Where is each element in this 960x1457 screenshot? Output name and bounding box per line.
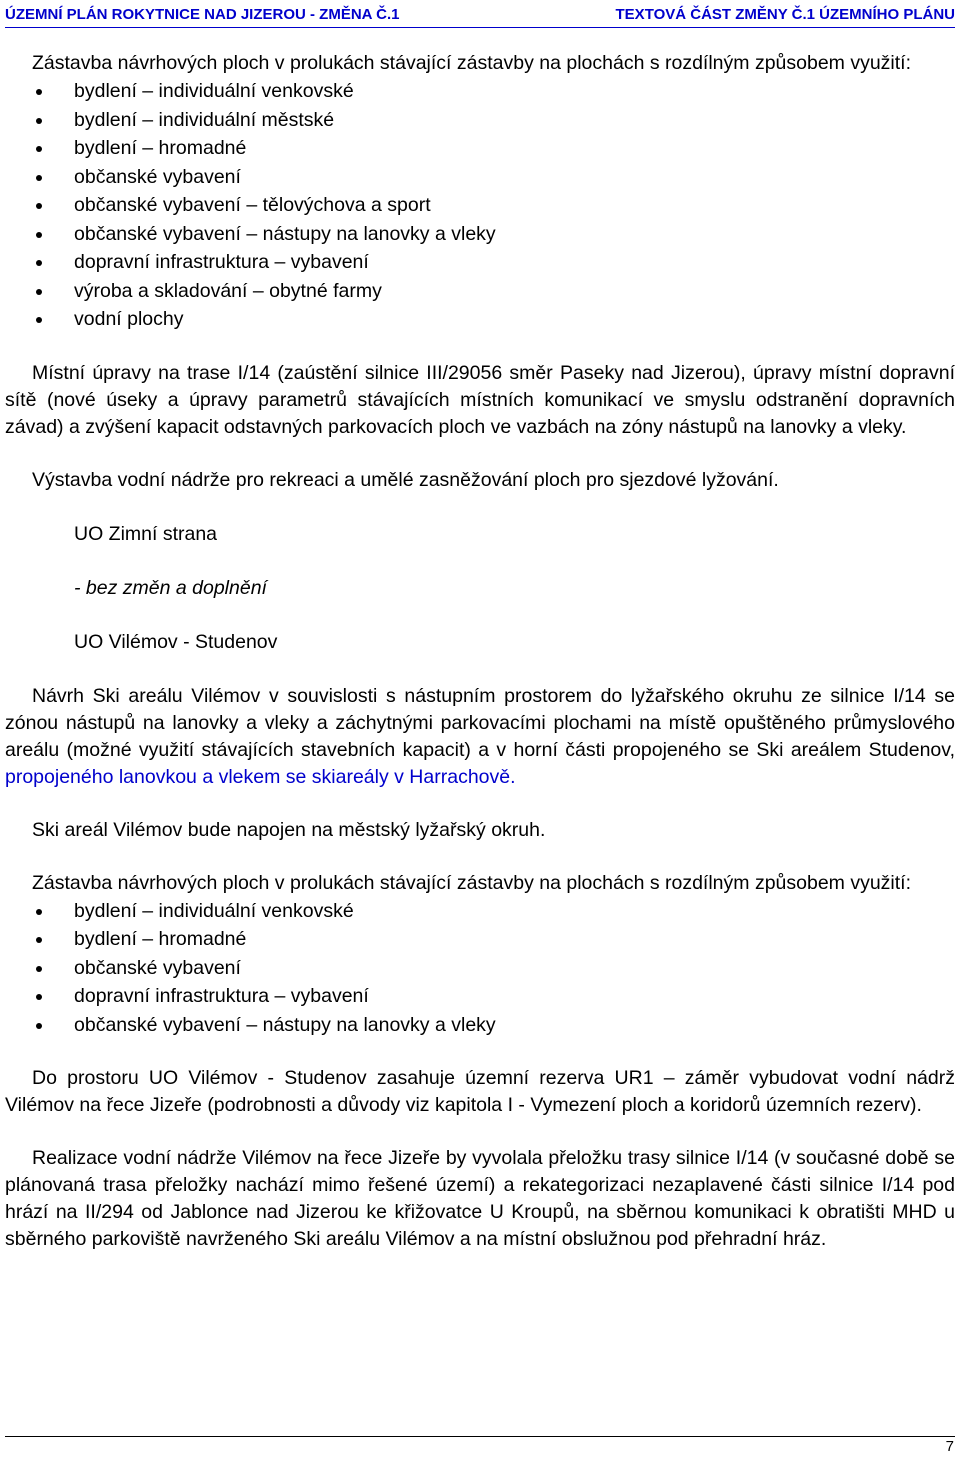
vilemov-heading: UO Vilémov - Studenov [74, 630, 278, 653]
list-item: občanské vybavení – nástupy na lanovky a vleky [5, 1011, 955, 1040]
vilemov-intro: Zástavba návrhových ploch v prolukách stávající zástavby na plochách s rozdílným způsobem využití: [32, 871, 912, 894]
list-item: dopravní infrastruktura – vybavení [5, 248, 955, 277]
section1-bullet-list [5, 77, 955, 334]
ski-network-paragraph: Ski areál Vilémov bude napojen na městský lyžařský okruh. [32, 818, 546, 841]
reserve-paragraph: Do prostoru UO Vilémov - Studenov zasahuje územní rezerva UR1 – záměr vybudovat vodní nádrž Vilémov na řece Jizeře (podrobnosti a důvody viz kapitola I - Vymezení ploch a koridorů územních rezerv). [5, 1067, 955, 1116]
list-item: dopravní infrastruktura – vybavení [5, 982, 955, 1011]
page-header [5, 6, 955, 28]
ski-area-link-text: propojeného lanovkou a vlekem se skiareály v Harrachově. [5, 765, 516, 788]
vilemov-bullet-list [5, 897, 955, 1040]
list-item: vodní plochy [5, 305, 955, 334]
footer-divider [5, 1436, 955, 1437]
list-item: bydlení – individuální venkovské [5, 77, 955, 106]
zimni-heading: UO Zimní strana [74, 522, 218, 545]
list-item: bydlení – individuální městské [5, 106, 955, 135]
page-content [5, 50, 955, 1253]
list-item: bydlení – hromadné [5, 134, 955, 163]
list-item: občanské vybavení [5, 954, 955, 983]
reservoir-paragraph: Výstavba vodní nádrže pro rekreaci a umělé zasněžování ploch pro sjezdové lyžování. [32, 468, 779, 491]
roads-paragraph: Místní úpravy na trase I/14 (zaústění silnice III/29056 směr Paseky nad Jizerou), úpravy místní dopravní sítě (nové úseky a úpravy parametrů stávajících místních komunikací ve smyslu odstranění dopravních závad) a zvýšení kapacit odstavných parkovacích ploch ve vazbách na zóny nástupů na lanovky a vleky. [5, 361, 955, 438]
list-item: občanské vybavení – nástupy na lanovky a vleky [5, 220, 955, 249]
header-document-title: ÚZEMNÍ PLÁN ROKYTNICE NAD JIZEROU - ZMĚNA Č.1 [5, 6, 400, 23]
page-number: 7 [945, 1438, 954, 1455]
list-item: výroba a skladování – obytné farmy [5, 277, 955, 306]
list-item: bydlení – hromadné [5, 925, 955, 954]
list-item: bydlení – individuální venkovské [5, 897, 955, 926]
ski-area-paragraph [5, 683, 955, 791]
list-item: občanské vybavení – tělovýchova a sport [5, 191, 955, 220]
header-section-title: TEXTOVÁ ČÁST ZMĚNY Č.1 ÚZEMNÍHO PLÁNU [615, 6, 955, 23]
realization-paragraph: Realizace vodní nádrže Vilémov na řece Jizeře by vyvolala přeložku trasy silnice I/14 (v současné době se plánovaná trasa přeložky nachází mimo řešené území) a rekategorizaci nezaplavené části silnice I/14 pod hrází na II/294 od Jablonce nad Jizerou ke křižovatce U Kroupů, na sběrnou komunikaci k obratišti MHD u sběrného parkoviště navrženého Ski areálu Vilémov a na místní obslužnou pod přehradní hráz. [5, 1147, 955, 1250]
ski-area-text: Návrh Ski areálu Vilémov v souvislosti s nástupním prostorem do lyžařského okruhu ze silnice I/14 se zónou nástupů na lanovky a vleky a záchytnými parkovacími plochami na místě opuštěného průmyslového areálu (možné využití stávajících stavebních kapacit) a v horní části propojeného se Ski areálem Studenov, [5, 684, 955, 761]
zimni-note: - bez změn a doplnění [74, 576, 267, 599]
header-divider [5, 27, 955, 28]
section1-intro: Zástavba návrhových ploch v prolukách stávající zástavby na plochách s rozdílným způsobem využití: [32, 52, 912, 74]
list-item: občanské vybavení [5, 163, 955, 192]
